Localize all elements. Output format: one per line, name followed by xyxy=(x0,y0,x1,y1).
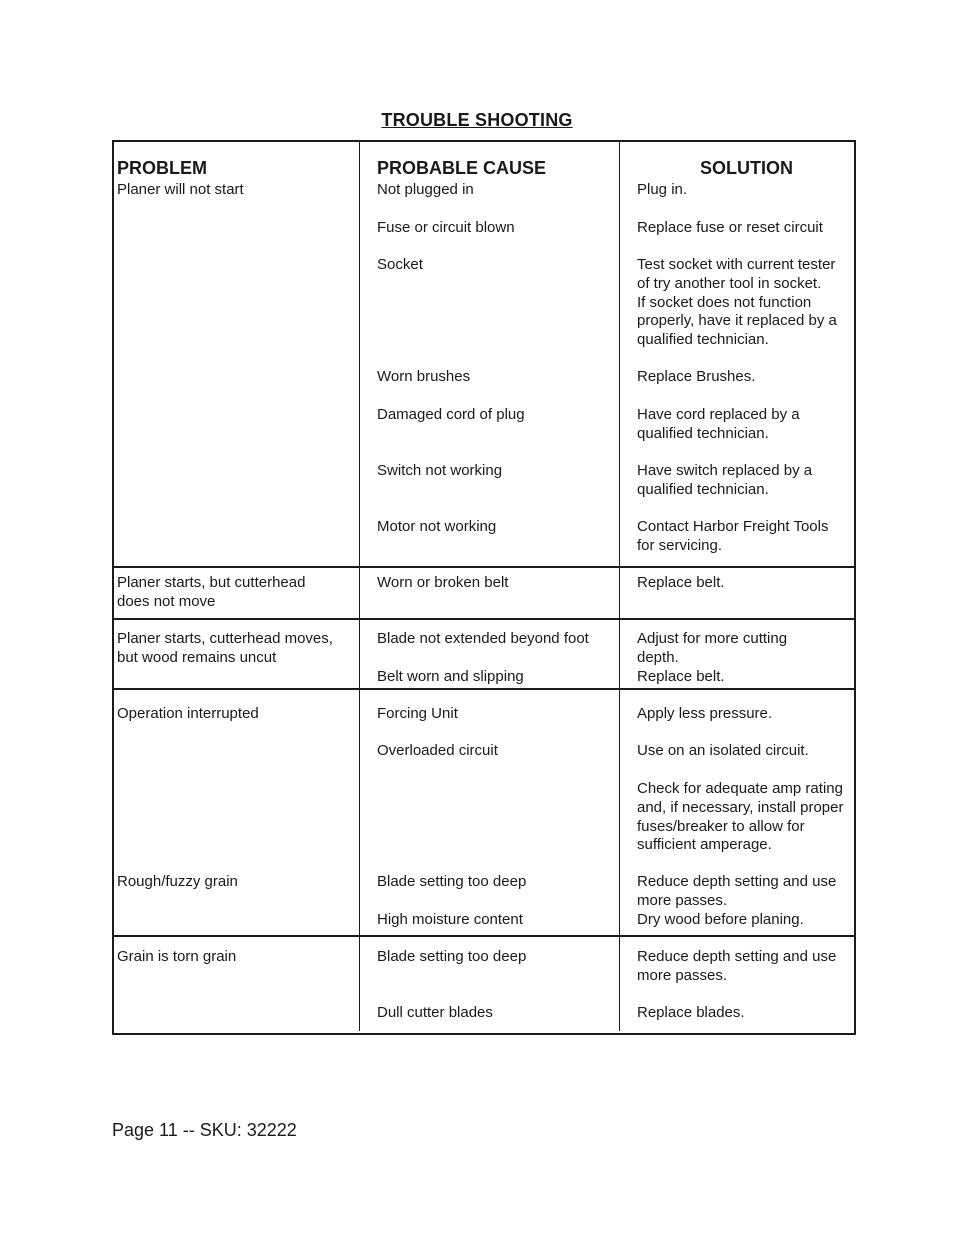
solution-cell xyxy=(637,219,823,238)
cell-text-line: Planer starts, cutterhead moves, xyxy=(117,630,333,647)
header-probable-cause: PROBABLE CAUSE xyxy=(377,158,547,178)
cell-text-line: does not move xyxy=(117,592,216,610)
cell-text-line: qualified technician. xyxy=(637,424,769,442)
cell-text-line: depth. xyxy=(637,648,679,666)
cell-text-line: Planer will not start xyxy=(117,181,244,198)
row-divider-2 xyxy=(114,618,854,620)
cause-cell xyxy=(377,368,470,387)
cell-text-line: Adjust for more cutting xyxy=(637,630,788,647)
solution-cell xyxy=(637,911,804,930)
solution-cell xyxy=(637,668,725,687)
solution-cell xyxy=(637,873,836,911)
cell-text-line: Blade not extended beyond foot xyxy=(377,630,589,647)
cause-cell xyxy=(377,574,508,593)
cell-text-line: Blade setting too deep xyxy=(377,948,527,965)
cell-text-line: Contact Harbor Freight Tools xyxy=(637,518,829,535)
solution-cell xyxy=(637,1004,745,1023)
solution-cell xyxy=(637,518,828,556)
cell-text-line: Have cord replaced by a xyxy=(637,406,800,423)
problem-cell xyxy=(117,181,244,200)
problem-cell xyxy=(117,705,259,724)
cell-text-line: Grain is torn grain xyxy=(117,948,237,965)
header-solution: SOLUTION xyxy=(700,158,793,178)
column-divider-2 xyxy=(619,142,620,1031)
cell-text-line: Overloaded circuit xyxy=(377,742,498,759)
cause-cell xyxy=(377,181,474,200)
solution-cell xyxy=(637,780,844,855)
cell-text-line: Replace fuse or reset circuit xyxy=(637,219,823,236)
cell-text-line: Belt worn and slipping xyxy=(377,668,524,685)
cell-text-line: properly, have it replaced by a xyxy=(637,312,837,330)
cell-text-line: Worn brushes xyxy=(377,368,471,385)
cell-text-line: more passes. xyxy=(637,966,728,984)
solution-cell xyxy=(637,705,772,724)
page-title: TROUBLE SHOOTING xyxy=(381,110,573,130)
cause-cell xyxy=(377,705,458,724)
solution-cell xyxy=(637,742,809,761)
problem-cell xyxy=(117,873,238,892)
header-problem: PROBLEM xyxy=(117,158,207,178)
cause-cell xyxy=(377,630,589,649)
row-divider-3 xyxy=(114,688,854,690)
cell-text-line: Replace belt. xyxy=(637,668,725,685)
problem-cell xyxy=(117,574,305,612)
cell-text-line: sufficient amperage. xyxy=(637,836,772,854)
cause-cell xyxy=(377,668,524,687)
solution-cell xyxy=(637,574,725,593)
cell-text-line: Rough/fuzzy grain xyxy=(117,873,238,890)
solution-cell xyxy=(637,368,755,387)
troubleshooting-table xyxy=(112,140,856,1035)
cell-text-line: Reduce depth setting and use xyxy=(637,873,837,890)
cell-text-line: and, if necessary, install proper xyxy=(637,798,844,816)
solution-cell xyxy=(637,462,812,500)
cell-text-line: Operation interrupted xyxy=(117,705,259,722)
cell-text-line: Worn or broken belt xyxy=(377,574,509,591)
cell-text-line: Not plugged in xyxy=(377,181,474,198)
solution-cell xyxy=(637,181,687,200)
cell-text-line: Socket xyxy=(377,256,423,273)
cell-text-line: Reduce depth setting and use xyxy=(637,948,837,965)
solution-cell xyxy=(637,256,837,350)
cell-text-line: qualified technician. xyxy=(637,480,769,498)
cell-text-line: Replace blades. xyxy=(637,1004,745,1021)
cause-cell xyxy=(377,911,523,930)
cell-text-line: Dry wood before planing. xyxy=(637,911,804,928)
column-divider-1 xyxy=(359,142,360,1031)
cell-text-line: Have switch replaced by a xyxy=(637,462,813,479)
page-footer: Page 11 -- SKU: 32222 xyxy=(112,1120,297,1140)
cause-cell xyxy=(377,518,496,537)
problem-cell xyxy=(117,630,333,668)
cell-text-line: Replace belt. xyxy=(637,574,725,591)
cell-text-line: If socket does not function xyxy=(637,293,812,311)
cell-text-line: Dull cutter blades xyxy=(377,1004,493,1021)
cause-cell xyxy=(377,462,502,481)
cell-text-line: qualified technician. xyxy=(637,331,769,349)
cell-text-line: Test socket with current tester xyxy=(637,256,836,273)
cell-text-line: fuses/breaker to allow for xyxy=(637,817,805,835)
problem-cell xyxy=(117,948,236,967)
cause-cell xyxy=(377,873,526,892)
cell-text-line: for servicing. xyxy=(637,536,723,554)
row-divider-1 xyxy=(114,566,854,568)
cause-cell xyxy=(377,256,423,275)
cell-text-line: Switch not working xyxy=(377,462,503,479)
cell-text-line: Blade setting too deep xyxy=(377,873,527,890)
cell-text-line: Use on an isolated circuit. xyxy=(637,742,809,759)
cause-cell xyxy=(377,1004,493,1023)
row-divider-4 xyxy=(114,935,854,937)
cell-text-line: Fuse or circuit blown xyxy=(377,219,515,236)
cell-text-line: Forcing Unit xyxy=(377,705,458,722)
cell-text-line: more passes. xyxy=(637,891,728,909)
solution-cell xyxy=(637,948,836,986)
cause-cell xyxy=(377,742,498,761)
cell-text-line: Check for adequate amp rating xyxy=(637,780,843,797)
cell-text-line: Damaged cord of plug xyxy=(377,406,525,423)
cell-text-line: Planer starts, but cutterhead xyxy=(117,574,306,591)
cell-text-line: Plug in. xyxy=(637,181,688,198)
cell-text-line: of try another tool in socket. xyxy=(637,274,822,292)
cell-text-line: High moisture content xyxy=(377,911,523,928)
cell-text-line: but wood remains uncut xyxy=(117,648,277,666)
solution-cell xyxy=(637,630,787,668)
cause-cell xyxy=(377,406,525,425)
cell-text-line: Motor not working xyxy=(377,518,497,535)
cell-text-line: Replace Brushes. xyxy=(637,368,756,385)
cause-cell xyxy=(377,948,526,967)
cause-cell xyxy=(377,219,515,238)
cell-text-line: Apply less pressure. xyxy=(637,705,773,722)
solution-cell xyxy=(637,406,800,444)
